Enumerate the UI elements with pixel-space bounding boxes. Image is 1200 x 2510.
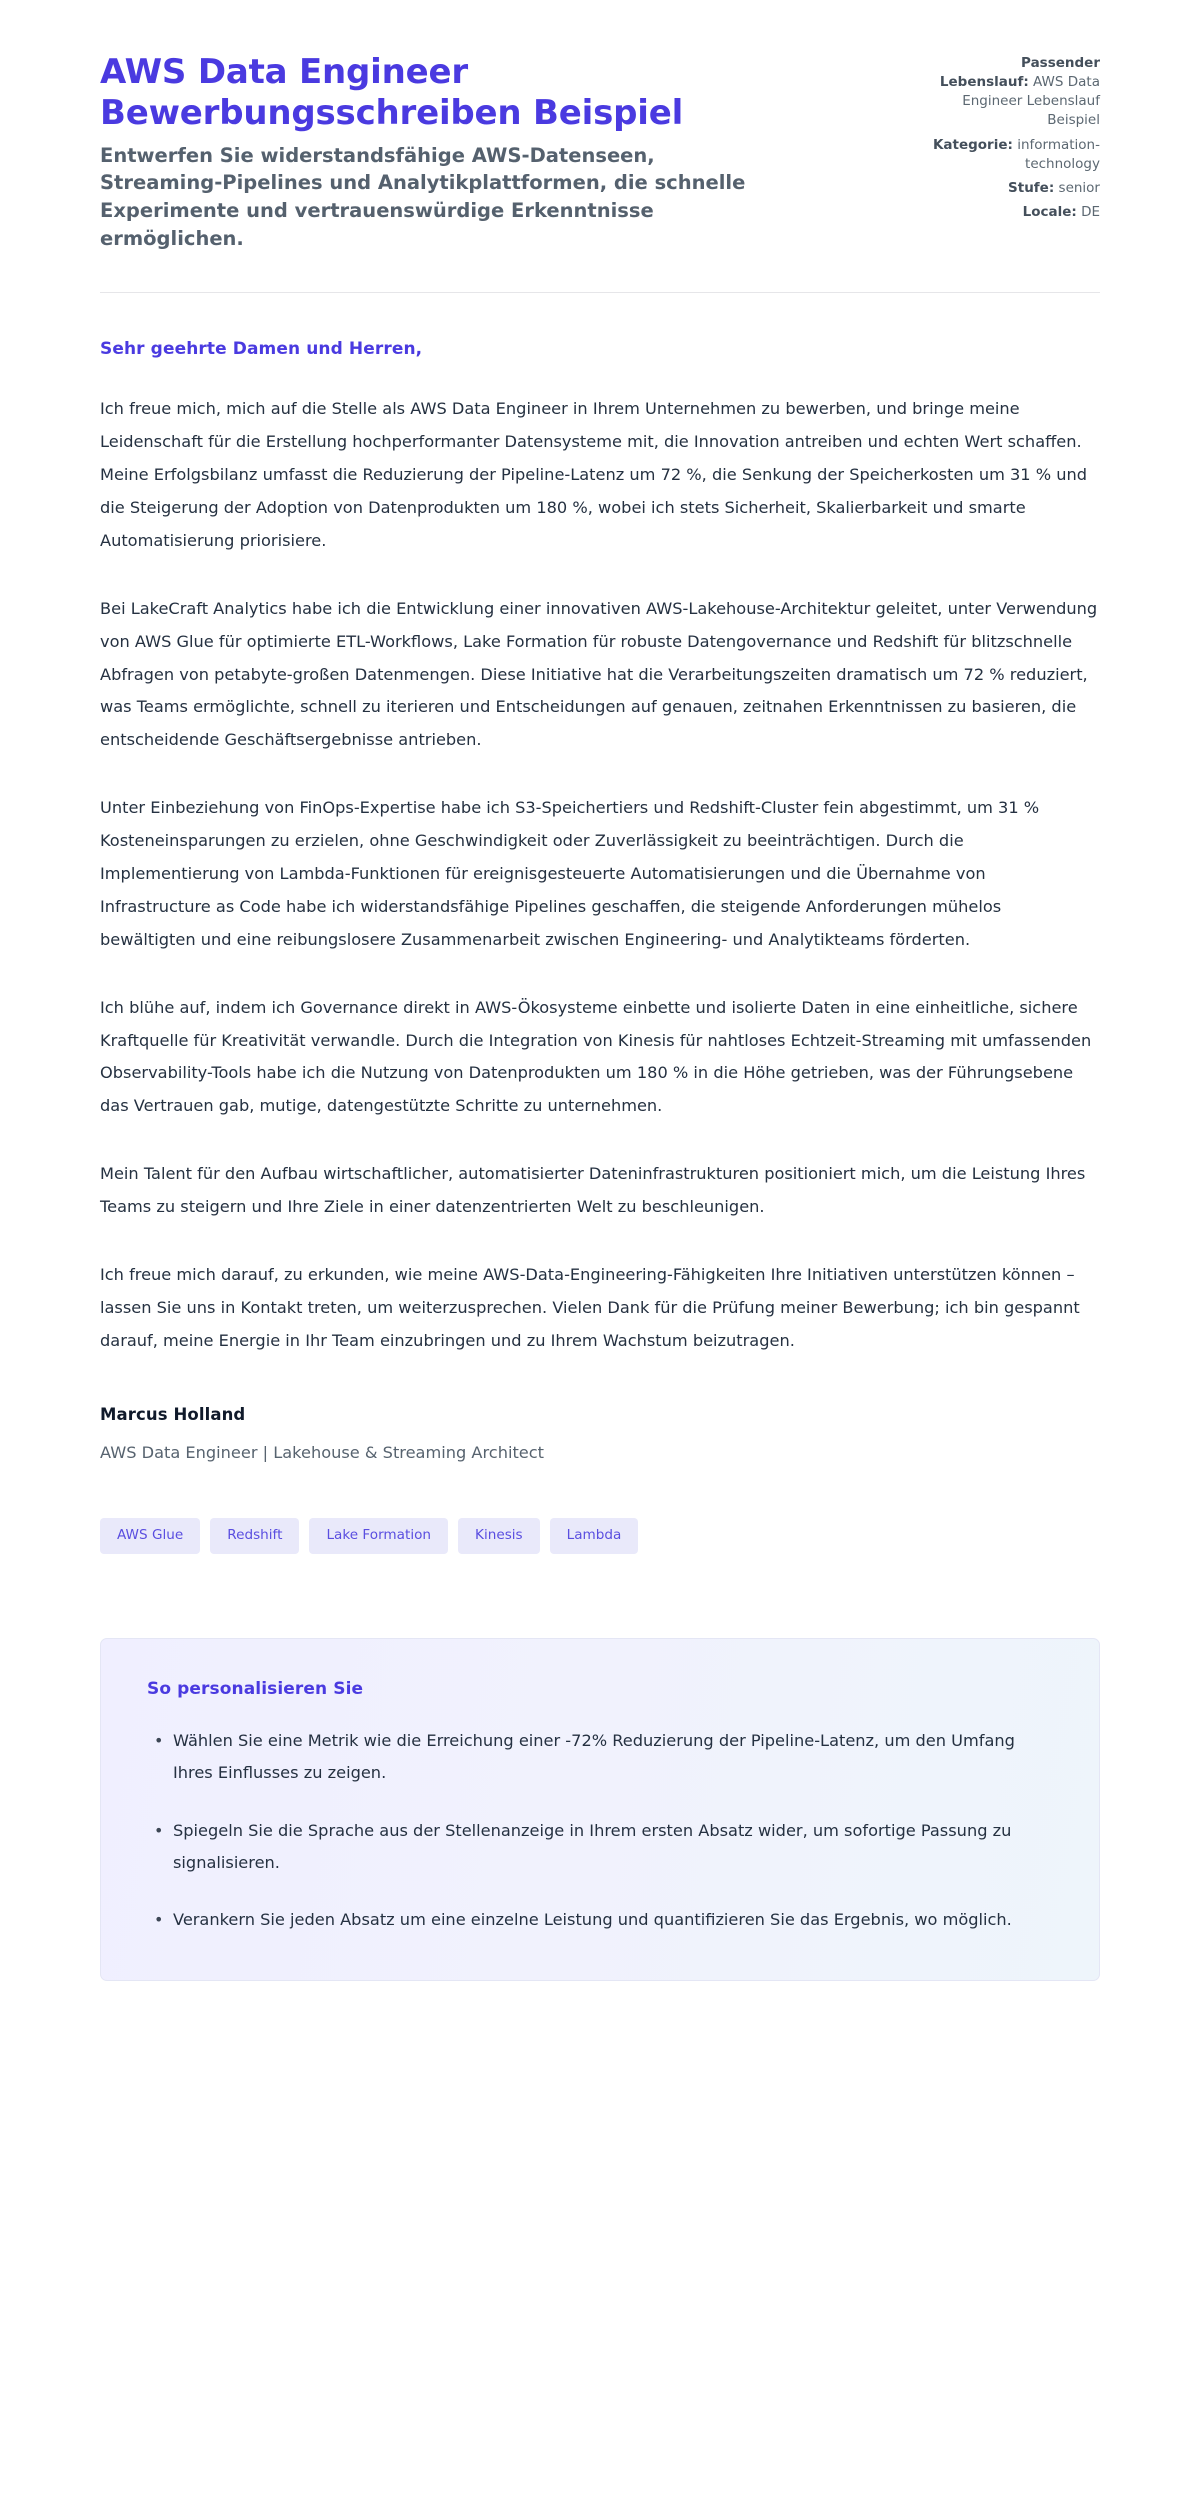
- header-title-block: [100, 52, 780, 252]
- meta-locale-label: Locale:: [1022, 204, 1077, 221]
- letter-signature: [100, 1358, 1100, 1462]
- letter-paragraph: Ich freue mich darauf, zu erkunden, wie meine AWS-Data-Engineering-Fähigkeiten Ihre Initiativen unterstützen können – lassen Sie uns in Kontakt treten, um weiterzusprechen. Vielen Dank für die Prüfung meiner Bewerbung; ich bin gespannt darauf, meine Energie in Ihr Team einzubringen und zu Ihrem Wachstum beizutragen.: [100, 1265, 1080, 1350]
- letter-paragraph: Unter Einbeziehung von FinOps-Expertise habe ich S3-Speichertiers und Redshift-Cluster fein abgestimmt, um 31 % Kosteneinsparungen zu erzielen, ohne Geschwindigkeit oder Zuverlässigkeit zu beeinträchtigen. Durch die Implementierung von Lambda-Funktionen für ereignisgesteuerte Automatisierungen und die Übernahme von Infrastructure as Code habe ich widerstandsfähige Pipelines geschaffen, die steigende Anforderungen mühelos bewältigten und eine reibungslosere Zusammenarbeit zwischen Engineering- und Analytikteams förderten.: [100, 798, 1040, 949]
- skill-tag[interactable]: AWS Glue: [100, 1518, 200, 1555]
- skill-tag[interactable]: Lambda: [550, 1518, 639, 1555]
- letter-paragraph: Bei LakeCraft Analytics habe ich die Entwicklung einer innovativen AWS-Lakehouse-Architektur geleitet, unter Verwendung von AWS Glue für optimierte ETL-Workflows, Lake Formation für robuste Datengovernance und Redshift für blitzschnelle Abfragen von petabyte-großen Datenmengen. Diese Initiative hat die Verarbeitungszeiten dramatisch um 72 % reduziert, was Teams ermöglichte, schnell zu iterieren und Entscheidungen auf genauen, zeitnahen Erkenntnissen zu basieren, die entscheidende Geschäftsergebnisse antrieben.: [100, 598, 1098, 750]
- meta-locale: [928, 203, 1100, 222]
- document-metadata: [928, 52, 1100, 223]
- meta-matching-resume-value: AWS Data Engineer Lebenslauf Beispiel: [962, 74, 1100, 129]
- page-subtitle: Entwerfen Sie widerstandsfähige AWS-Datenseen, Streaming-Pipelines und Analytikplattformen, die schnelle Experimente und vertrauenswürdige Erkenntnisse ermöglichen.: [100, 143, 746, 250]
- page-header: [100, 0, 1100, 252]
- meta-level-label: Stufe:: [1008, 179, 1055, 196]
- callout-title: So personalisieren Sie: [147, 1679, 364, 1700]
- signature-name: Marcus Holland: [100, 1404, 246, 1424]
- callout-tip-item: • Spiegeln Sie die Sprache aus der Stellenanzeige in Ihrem ersten Absatz wider, um sofortige Passung zu signalisieren.: [147, 1815, 1053, 1879]
- callout-tip-item: • Verankern Sie jeden Absatz um eine einzelne Leistung und quantifizieren Sie das Ergebnis, wo möglich.: [147, 1904, 1053, 1936]
- letter-paragraph: Ich freue mich, mich auf die Stelle als AWS Data Engineer in Ihrem Unternehmen zu bewerben, und bringe meine Leidenschaft für die Erstellung hochperformanter Datensysteme mit, die Innovation antreiben und echten Wert schaffen. Meine Erfolgsbilanz umfasst die Reduzierung der Pipeline-Latenz um 72 %, die Senkung der Speicherkosten um 31 % und die Steigerung der Adoption von Datenprodukten um 180 %, wobei ich stets Sicherheit, Skalierbarkeit und smarte Automatisierung priorisiere.: [100, 399, 1088, 550]
- meta-level: [928, 179, 1100, 198]
- meta-locale-value: DE: [1081, 204, 1100, 221]
- meta-category-value: information-technology: [1017, 136, 1100, 172]
- skill-tag[interactable]: Kinesis: [458, 1518, 540, 1555]
- page-title: AWS Data Engineer Bewerbungsschreiben Beispiel: [100, 52, 684, 133]
- signature-role: AWS Data Engineer | Lakehouse & Streaming Architect: [100, 1442, 545, 1462]
- meta-matching-resume: [928, 54, 1100, 131]
- meta-level-value: senior: [1058, 179, 1100, 196]
- letter-body: [100, 293, 1100, 1357]
- letter-paragraph: Mein Talent für den Aufbau wirtschaftlicher, automatisierter Dateninfrastrukturen positioniert mich, um die Leistung Ihres Teams zu steigern und Ihre Ziele in einer datenzentrierten Welt zu beschleunigen.: [100, 1164, 1086, 1217]
- callout-tip-item: • Wählen Sie eine Metrik wie die Erreichung einer -72% Reduzierung der Pipeline-Latenz, um den Umfang Ihres Einflusses zu zeigen.: [147, 1725, 1053, 1789]
- letter-salutation: Sehr geehrte Damen und Herren,: [100, 339, 423, 360]
- meta-category: [928, 136, 1100, 174]
- letter-paragraph: Ich blühe auf, indem ich Governance direkt in AWS-Ökosysteme einbette und isolierte Daten in eine einheitliche, sichere Kraftquelle für Kreativität verwandle. Durch die Integration von Kinesis für nahtloses Echtzeit-Streaming mit umfassenden Observability-Tools habe ich die Nutzung von Datenprodukten um 180 % in die Höhe getrieben, was der Führungsebene das Vertrauen gab, mutige, datengestützte Schritte zu unternehmen.: [100, 997, 1092, 1116]
- meta-category-label: Kategorie:: [932, 136, 1013, 153]
- callout-tip-list: [147, 1725, 1053, 1936]
- skill-tag[interactable]: Lake Formation: [309, 1518, 448, 1555]
- skill-tag-list: [100, 1462, 1100, 1555]
- personalize-callout: [100, 1638, 1100, 1981]
- letter-paragraphs: [100, 393, 1100, 1357]
- skill-tag[interactable]: Redshift: [210, 1518, 299, 1555]
- meta-matching-resume-label: Passender Lebenslauf:: [939, 55, 1100, 91]
